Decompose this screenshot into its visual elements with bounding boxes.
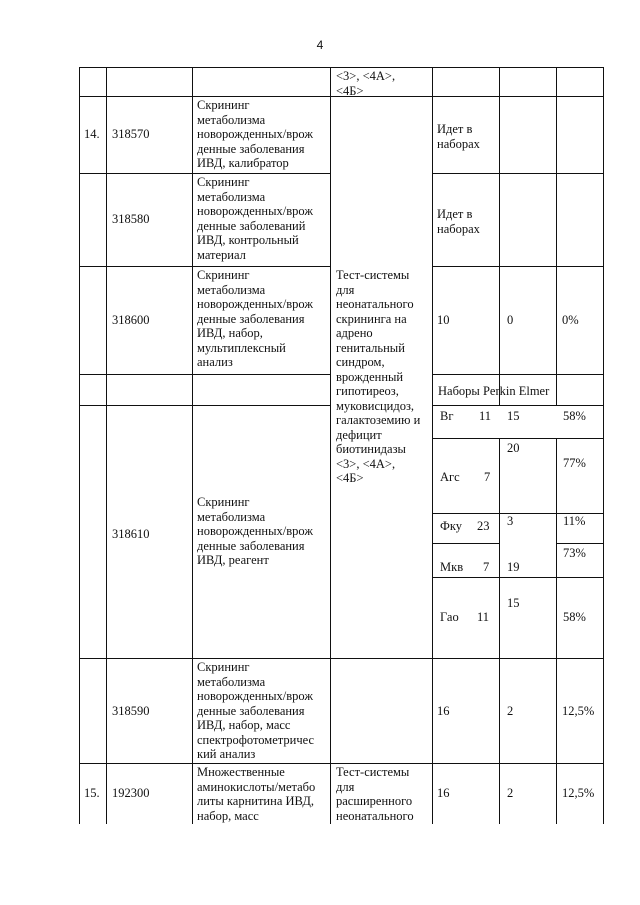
kit-quantity: 11 [477, 610, 490, 624]
product-name: новорожденных/врож [197, 297, 313, 311]
kit-quantity: 11 [479, 409, 492, 423]
actual-cell: 2 [507, 704, 514, 718]
kit-quantity: 7 [484, 470, 491, 484]
kit-actual: 15 [507, 409, 520, 423]
row-divider [556, 543, 603, 544]
product-name: метаболизма [197, 112, 266, 127]
product-code: 318580 [112, 212, 150, 226]
application-text: генитальный [336, 340, 405, 355]
product-name: денные заболевания [197, 703, 305, 718]
application-text: <3>, <4А>, [336, 69, 396, 83]
product-name: денные заболеваний [197, 218, 306, 233]
row-divider [432, 405, 603, 406]
product-name: литы карнитина ИВД, [197, 794, 315, 808]
application-text: биотинидазы [336, 442, 406, 456]
col-border [330, 67, 331, 824]
product-name: новорожденных/врож [197, 524, 313, 538]
product-code: 192300 [112, 786, 150, 800]
row-divider [79, 173, 330, 174]
kit-name: Мкв [440, 560, 464, 574]
kit-quantity: 7 [483, 560, 490, 574]
col-border [106, 67, 107, 824]
product-name: Скрининг [197, 175, 250, 189]
percent-cell: 0% [562, 313, 579, 327]
kit-actual: 3 [507, 514, 514, 528]
row-divider [432, 173, 603, 174]
product-name: денные заболевания [197, 538, 305, 553]
kit-quantity: 23 [477, 519, 490, 533]
kit-percent: 58% [563, 610, 586, 624]
application-text: <3>, <4А>, [336, 456, 396, 471]
row-divider [432, 577, 603, 578]
kits-header: Наборы Perkin Elmer [438, 384, 550, 398]
product-name: новорожденных/врож [197, 204, 313, 218]
kit-actual: 20 [507, 441, 520, 455]
application-text: адрено [336, 326, 373, 340]
product-name: денные заболевания [197, 141, 305, 156]
product-name: денные заболевания [197, 311, 305, 326]
product-name: ИВД, калибратор [197, 156, 289, 170]
quantity-cell: Идет в [437, 122, 473, 136]
application-text: синдром, [336, 355, 385, 369]
product-name: метаболизма [197, 189, 266, 204]
product-name: ИВД, набор, [197, 326, 263, 340]
quantity-cell: 16 [437, 704, 450, 718]
application-text: для [336, 282, 355, 297]
product-code: 318570 [112, 127, 150, 141]
product-name: новорожденных/врож [197, 127, 313, 141]
product-name: Скрининг [197, 495, 250, 509]
product-code: 318610 [112, 527, 150, 541]
quantity-cell: наборах [437, 136, 480, 151]
application-text: расширенного [336, 794, 413, 808]
row-number: 15. [84, 786, 100, 800]
row-divider [79, 266, 330, 267]
page-number: 4 [316, 38, 324, 52]
application-text: Тест-системы [336, 765, 410, 779]
table-top-border [79, 67, 603, 68]
product-name: мультиплексный [197, 340, 286, 355]
row-divider [79, 763, 603, 764]
row-divider [79, 658, 603, 659]
kit-percent: 58% [563, 409, 586, 423]
col-border [556, 67, 557, 405]
kit-actual: 19 [507, 560, 520, 574]
product-name: метаболизма [197, 282, 266, 297]
application-text: неонатального [336, 808, 414, 823]
quantity-cell: Идет в [437, 207, 473, 221]
product-code: 318600 [112, 313, 150, 327]
application-text: скрининга на [336, 311, 407, 326]
kit-name: Агс [440, 470, 460, 484]
actual-cell: 2 [507, 786, 514, 800]
application-text: Тест-системы [336, 268, 410, 282]
product-name: метаболизма [197, 674, 266, 689]
kit-percent: 77% [563, 456, 586, 470]
row-divider [432, 266, 603, 267]
product-name: Скрининг [197, 98, 250, 112]
kit-name: Вг [440, 409, 454, 423]
product-name: ИВД, набор, масс [197, 718, 291, 732]
row-number: 14. [84, 127, 100, 141]
col-border [432, 67, 433, 824]
application-text: галактоземию и [336, 413, 421, 427]
col-border [192, 67, 193, 824]
kit-name: Гао [440, 610, 459, 624]
col-border [499, 67, 500, 405]
col-border [556, 438, 557, 658]
quantity-cell: наборах [437, 221, 480, 236]
row-divider [432, 438, 603, 439]
product-name: набор, масс [197, 808, 259, 823]
application-text: врожденный [336, 369, 404, 384]
actual-cell: 0 [507, 313, 514, 327]
product-name: ИВД, контрольный [197, 233, 299, 247]
product-name: Скрининг [197, 660, 250, 674]
application-text: <4Б> [336, 471, 364, 485]
product-name: кий анализ [197, 747, 256, 761]
row-divider [432, 543, 499, 544]
quantity-cell: 16 [437, 786, 450, 800]
application-text: <4Б> [336, 83, 364, 98]
product-name: аминокислоты/метабо [197, 779, 316, 794]
product-name: новорожденных/врож [197, 689, 313, 703]
row-divider [79, 405, 330, 406]
col-border [499, 658, 500, 824]
application-text: гипотиреоз, [336, 384, 399, 398]
kit-actual: 15 [507, 596, 520, 610]
application-text: для [336, 779, 355, 794]
product-name: ИВД, реагент [197, 553, 269, 567]
application-text: дефицит [336, 427, 382, 442]
product-name: метаболизма [197, 509, 266, 524]
product-name: материал [197, 247, 246, 262]
kit-percent: 11% [563, 514, 586, 528]
product-name: Скрининг [197, 268, 250, 282]
application-text: муковисцидоз, [336, 398, 415, 413]
row-divider [79, 374, 330, 375]
col-border [556, 658, 557, 824]
product-name: Множественные [197, 765, 285, 779]
quantity-cell: 10 [437, 313, 450, 327]
col-border [603, 67, 604, 824]
product-name: анализ [197, 355, 233, 369]
percent-cell: 12,5% [562, 704, 595, 718]
kit-name: Фку [440, 519, 463, 533]
row-divider [432, 374, 603, 375]
product-code: 318590 [112, 704, 150, 718]
col-border [79, 67, 80, 824]
col-border [499, 438, 500, 658]
percent-cell: 12,5% [562, 786, 595, 800]
product-name: спектрофотометричес [197, 732, 315, 747]
application-text: неонатального [336, 297, 414, 311]
kit-percent: 73% [563, 546, 586, 560]
